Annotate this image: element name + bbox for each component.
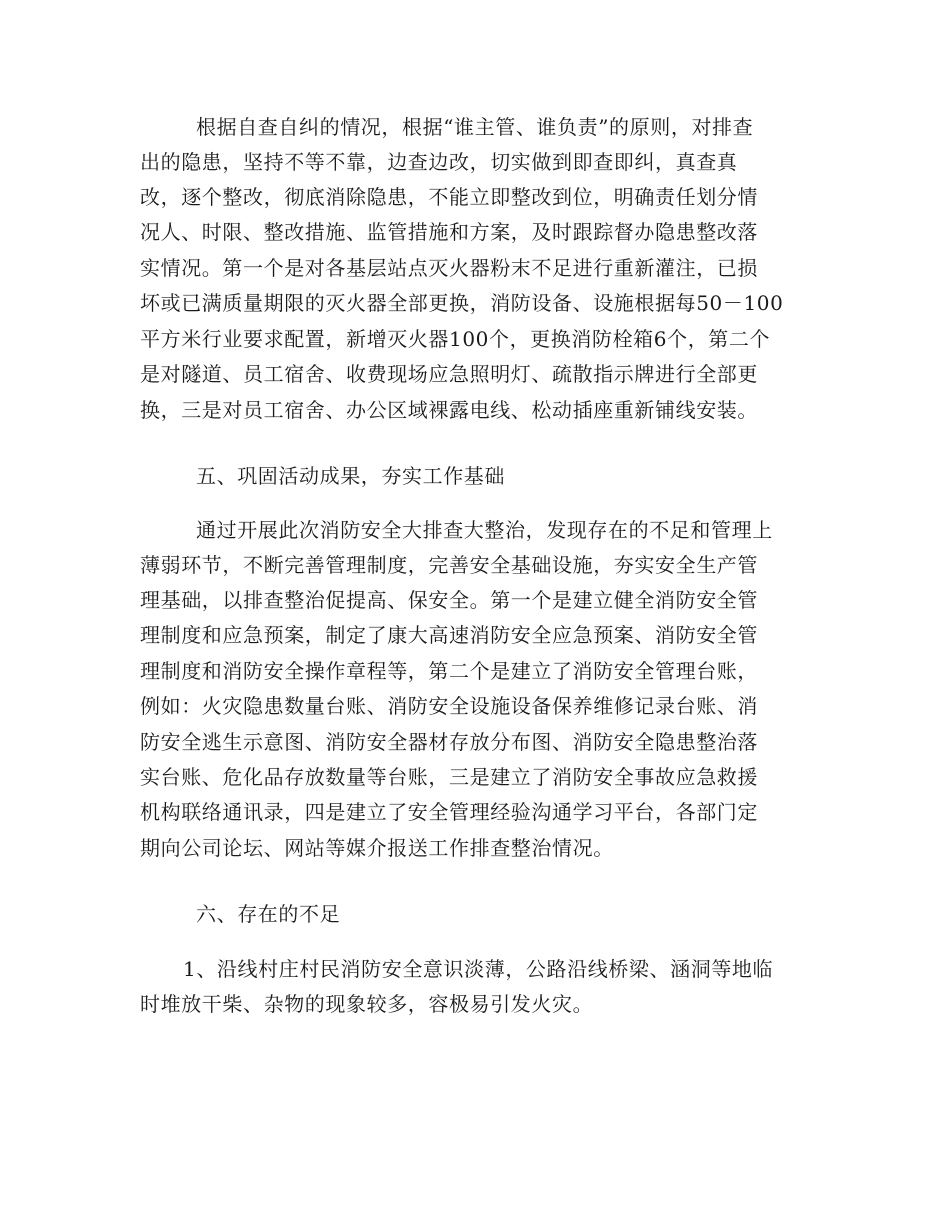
- section-heading-consolidate: 五、巩固活动成果，夯实工作基础: [196, 464, 505, 488]
- text-line: 机构联络通讯录，四是建立了安全管理经验沟通学习平台，各部门定: [140, 800, 758, 824]
- text-line: 实台账、危化品存放数量等台账，三是建立了消防安全事故应急救援: [140, 765, 758, 789]
- text-line: 出的隐患，坚持不等不靠，边查边改，切实做到即查即纠，真查真: [140, 150, 738, 174]
- text-line: 改，逐个整改，彻底消除隐患，不能立即整改到位，明确责任划分情: [140, 185, 758, 209]
- text-line: 理基础，以排查整治促提高、保安全。第一个是建立健全消防安全管: [140, 588, 758, 612]
- text-line: 坏或已满质量期限的灭火器全部更换，消防设备、设施根据每50－100: [140, 291, 784, 315]
- text-line: 根据自查自纠的情况，根据“谁主管、谁负责”的原则，对排查: [196, 115, 754, 139]
- text-line: 理制度和应急预案，制定了康大高速消防安全应急预案、消防安全管: [140, 623, 758, 647]
- text-line: 况人、时限、整改措施、监管措施和方案，及时跟踪督办隐患整改落: [140, 220, 758, 244]
- text-line: 换，三是对员工宿舍、办公区域裸露电线、松动插座重新铺线安装。: [140, 398, 758, 422]
- text-line: 防安全逃生示意图、消防安全器材存放分布图、消防安全隐患整治落: [140, 730, 758, 754]
- text-line: 1、沿线村庄村民消防安全意识淡薄，公路沿线桥梁、涵洞等地临: [183, 957, 774, 981]
- text-line: 期向公司论坛、网站等媒介报送工作排查整治情况。: [140, 836, 614, 860]
- text-line: 实情况。第一个是对各基层站点灭火器粉末不足进行重新灌注，已损: [140, 256, 758, 280]
- text-line: 例如：火灾隐患数量台账、消防安全设施设备保养维修记录台账、消: [140, 694, 758, 718]
- text-line: 理制度和消防安全操作章程等，第二个是建立了消防安全管理台账，: [140, 659, 758, 683]
- text-line: 时堆放干柴、杂物的现象较多，容极易引发火灾。: [140, 992, 594, 1016]
- text-line: 是对隧道、员工宿舍、收费现场应急照明灯、疏散指示牌进行全部更: [140, 362, 758, 386]
- section-heading-shortcomings: 六、存在的不足: [196, 902, 341, 926]
- text-line: 通过开展此次消防安全大排查大整治，发现存在的不足和管理上: [196, 518, 773, 542]
- text-line: 平方米行业要求配置，新增灭火器100个，更换消防栓箱6个，第二个: [140, 327, 771, 351]
- text-line: 薄弱环节，不断完善管理制度，完善安全基础设施，夯实安全生产管: [140, 553, 758, 577]
